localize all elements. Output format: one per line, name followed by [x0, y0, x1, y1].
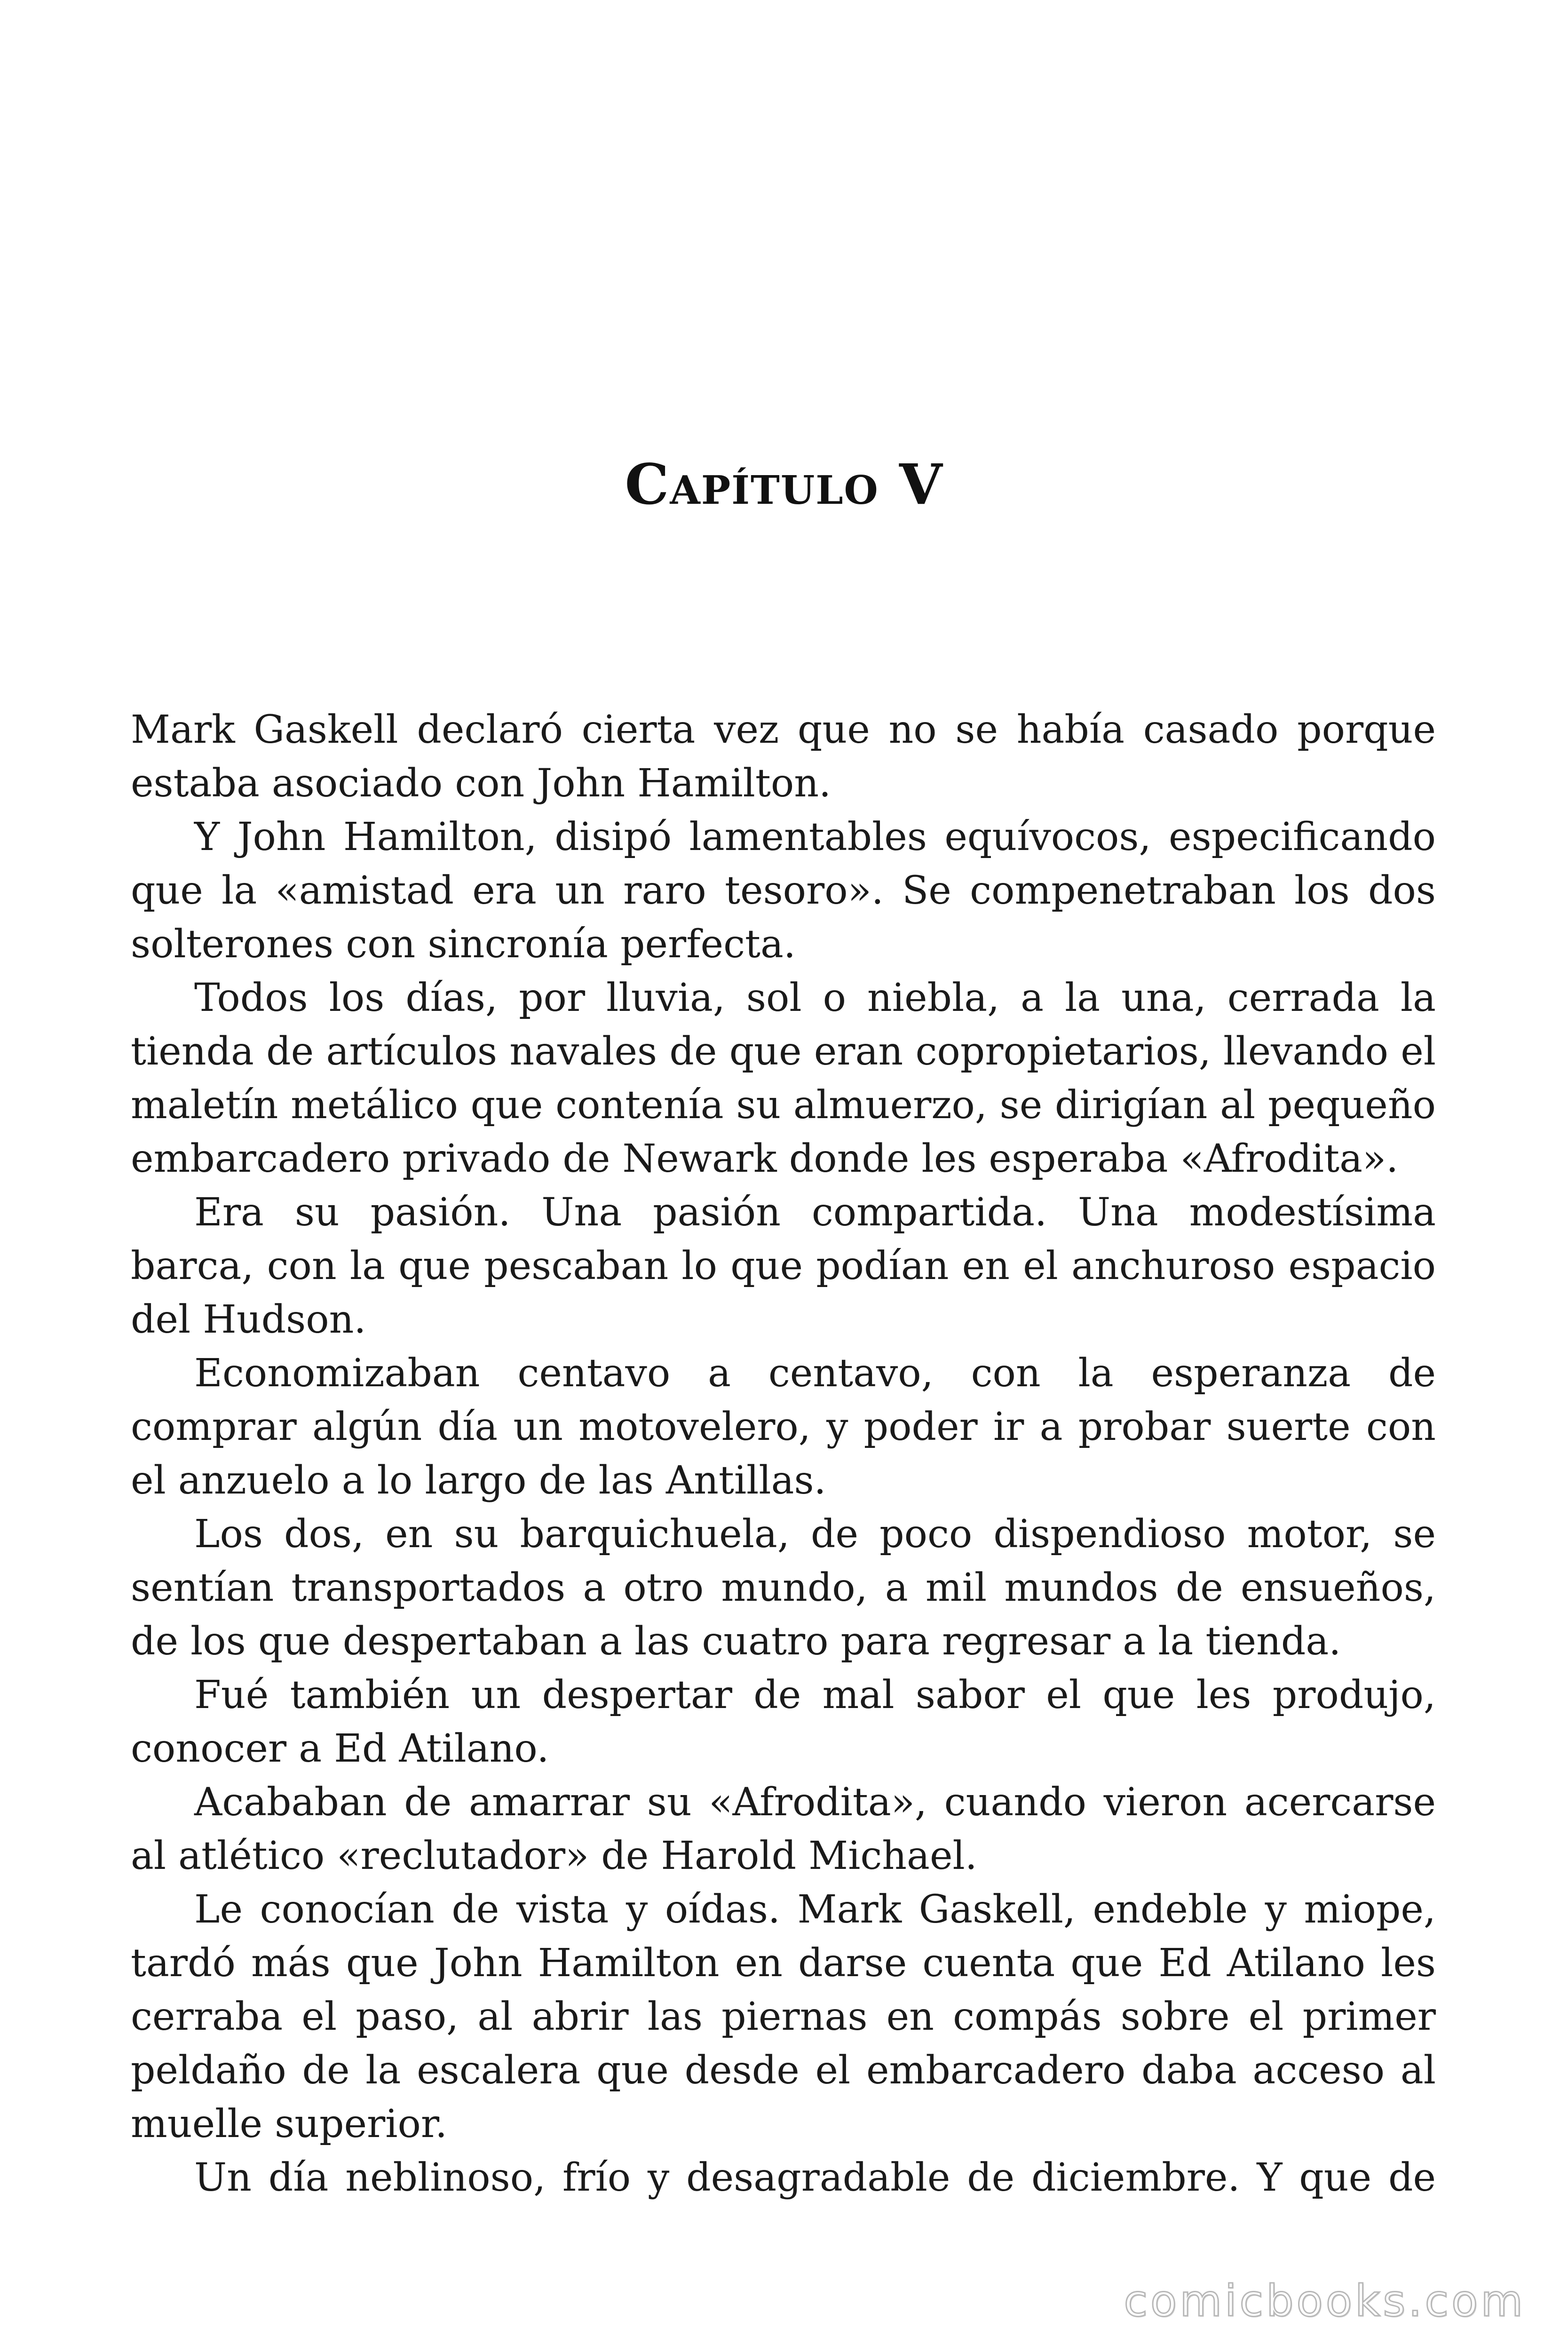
paragraph: Y John Hamilton, disipó lamentables equívocos, especificando que la «amistad era un raro tesoro». Se compenetraban los dos solterones con sincronía perfecta. — [131, 815, 1436, 967]
paragraph: Fué también un despertar de mal sabor el que les produjo, conocer a Ed Atilano. — [131, 1673, 1436, 1771]
paragraph: Le conocían de vista y oídas. Mark Gaskell, endeble y miope, tardó más que John Hamilton en darse cuenta que Ed Atilano les cerraba el paso, al abrir las piernas en compás sobre el primer peldaño de la escalera que desde el embarcadero daba acceso al muelle superior. — [131, 1887, 1436, 2146]
paragraph: Economizaban centavo a centavo, con la esperanza de comprar algún día un motovelero, y poder ir a probar suerte con el anzuelo a lo largo de las Antillas. — [131, 1351, 1436, 1503]
paragraph: Los dos, en su barquichuela, de poco dispendioso motor, se sentían transportados a otro mundo, a mil mundos de ensueños, de los que despertaban a las cuatro para regresar a la tienda. — [131, 1512, 1436, 1664]
paragraph: Mark Gaskell declaró cierta vez que no se había casado porque estaba asociado con John Hamilton. — [131, 707, 1436, 806]
watermark: comicbooks.com — [1124, 2276, 1526, 2326]
chapter-title: Capítulo V — [625, 452, 943, 517]
chapter-body — [131, 703, 1436, 2205]
paragraph: Acababan de amarrar su «Afrodita», cuando vieron acercarse al atlético «reclutador» de Harold Michael. — [131, 1780, 1436, 1878]
paragraph: Era su pasión. Una pasión compartida. Una modestísima barca, con la que pescaban lo que podían en el anchuroso espacio del Hudson. — [131, 1190, 1436, 1342]
paragraph-last: Un día neblinoso, frío y desagradable de diciembre. Y que de — [194, 2155, 1436, 2200]
paragraph: Todos los días, por lluvia, sol o niebla, a la una, cerrada la tienda de artículos navales de que eran copropietarios, llevando el maletín metálico que contenía su almuerzo, se dirigían al pequeño embarcadero privado de Newark donde les esperaba «Afrodita». — [131, 976, 1436, 1181]
